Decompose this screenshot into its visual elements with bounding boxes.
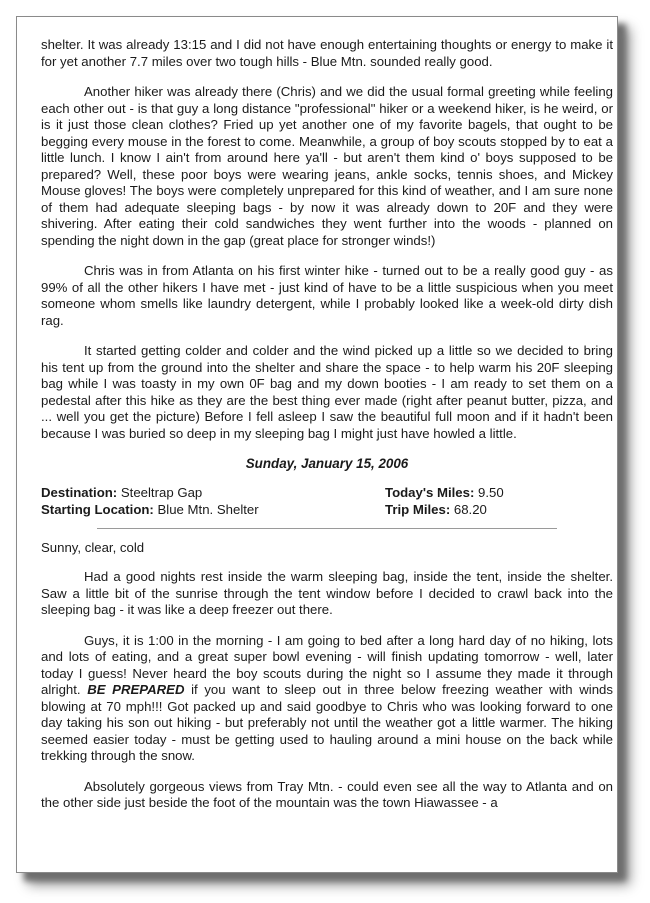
paragraph-7: Absolutely gorgeous views from Tray Mtn. - could even see all the way to Atlanta and on the other side just beside the foot of the mountain was the town Hiawassee - a xyxy=(41,778,613,810)
journal-content xyxy=(41,37,613,826)
paragraph-6-part-1: Guys, it is 1:00 in the morning - I am going to bed after a long hard day of no hiking, lots and lots of eating, and a great super bowl evening - will finish updating tomorrow - well, later today I guess! Never heard the boy scouts during the night so I assume they made it through alright. xyxy=(41,632,613,697)
divider xyxy=(97,528,557,529)
trip-miles-row xyxy=(385,502,487,519)
page-frame xyxy=(16,16,618,873)
paragraph-6-part-2: if you want to sleep out in three below freezing weather with winds blowing at 70 mph!!! Got packed up and said goodbye to Chris who was looking forward to one day taking his son out hiking - but preferably not until the weather got a little warmer. The hiking seemed easier today - must be getting used to hauling around a mini house on the back while trekking through the snow. xyxy=(41,682,613,763)
todays-miles-value: 9.50 xyxy=(478,484,504,500)
todays-miles-label: Today's Miles: xyxy=(385,484,475,500)
starting-location-label: Starting Location: xyxy=(41,501,154,517)
destination-value: Steeltrap Gap xyxy=(120,484,203,500)
be-prepared-emphasis: BE PREPARED xyxy=(87,682,185,697)
paragraph-4: It started getting colder and colder and the wind picked up a little so we decided to bring his tent up from the ground into the shelter and share the space - to help warm his 20F sleeping bag while I was toasty in my own 0F bag and my down booties - I am ready to set them on a pedestal after this hike as they are the best thing ever made (right after peanut butter, pizza, and ... well you get the picture) Before I fell asleep I saw the beautiful full moon and if it hadn't been because I was buried so deep in my sleeping bag I might just have howled a little. xyxy=(41,343,613,441)
starting-location-value: Blue Mtn. Shelter xyxy=(157,501,259,517)
trip-info xyxy=(41,485,613,519)
destination-row xyxy=(41,485,202,502)
entry-date: Sunday, January 15, 2006 xyxy=(245,456,409,471)
paragraph-1: shelter. It was already 13:15 and I did not have enough entertaining thoughts or energy to make it for yet another 7.7 miles over two tough hills - Blue Mtn. sounded really good. xyxy=(41,37,613,69)
paragraph-6 xyxy=(41,633,613,765)
trip-miles-value: 68.20 xyxy=(453,501,487,517)
trip-miles-label: Trip Miles: xyxy=(385,501,451,517)
todays-miles-row xyxy=(385,485,504,502)
starting-location-row xyxy=(41,502,259,519)
paragraph-3: Chris was in from Atlanta on his first winter hike - turned out to be a really good guy - as 99% of all the other hikers I have met - just kind of have to be a little suspicious when you meet someone whom smells like laundry detergent, while I probably looked like a week-old dirty dish rag. xyxy=(41,263,613,328)
weather-summary: Sunny, clear, cold xyxy=(41,539,145,555)
destination-label: Destination: xyxy=(41,484,118,500)
paragraph-5: Had a good nights rest inside the warm sleeping bag, inside the tent, inside the shelter. Saw a little bit of the sunrise through the tent window before I decided to crawl back into the sleeping bag - it was like a deep freezer out there. xyxy=(41,569,613,617)
paragraph-2: Another hiker was already there (Chris) and we did the usual formal greeting while feeling each other out - is that guy a long distance "professional" hiker or a weekend hiker, is he weird, or is it just those clean clothes? Fried up yet another one of my favorite bagels, that ought to be begging every mouse in the forest to come. Meanwhile, a group of boy scouts stopped by to eat a little lunch. I know I ain't from around here ya'll - but aren't them kind o' boys supposed to be prepared? Well, these poor boys were wearing jeans, ankle socks, tennis shoes, and Mickey Mouse gloves! The boys were completely unprepared for this kind of weather, and I am sure none of them had adequate sleeping bags - by now it was already down to 20F and they were shivering. After eating their cold sandwiches they went further into the woods - planned on spending the night down in the gap (great place for stronger winds!) xyxy=(41,84,613,248)
